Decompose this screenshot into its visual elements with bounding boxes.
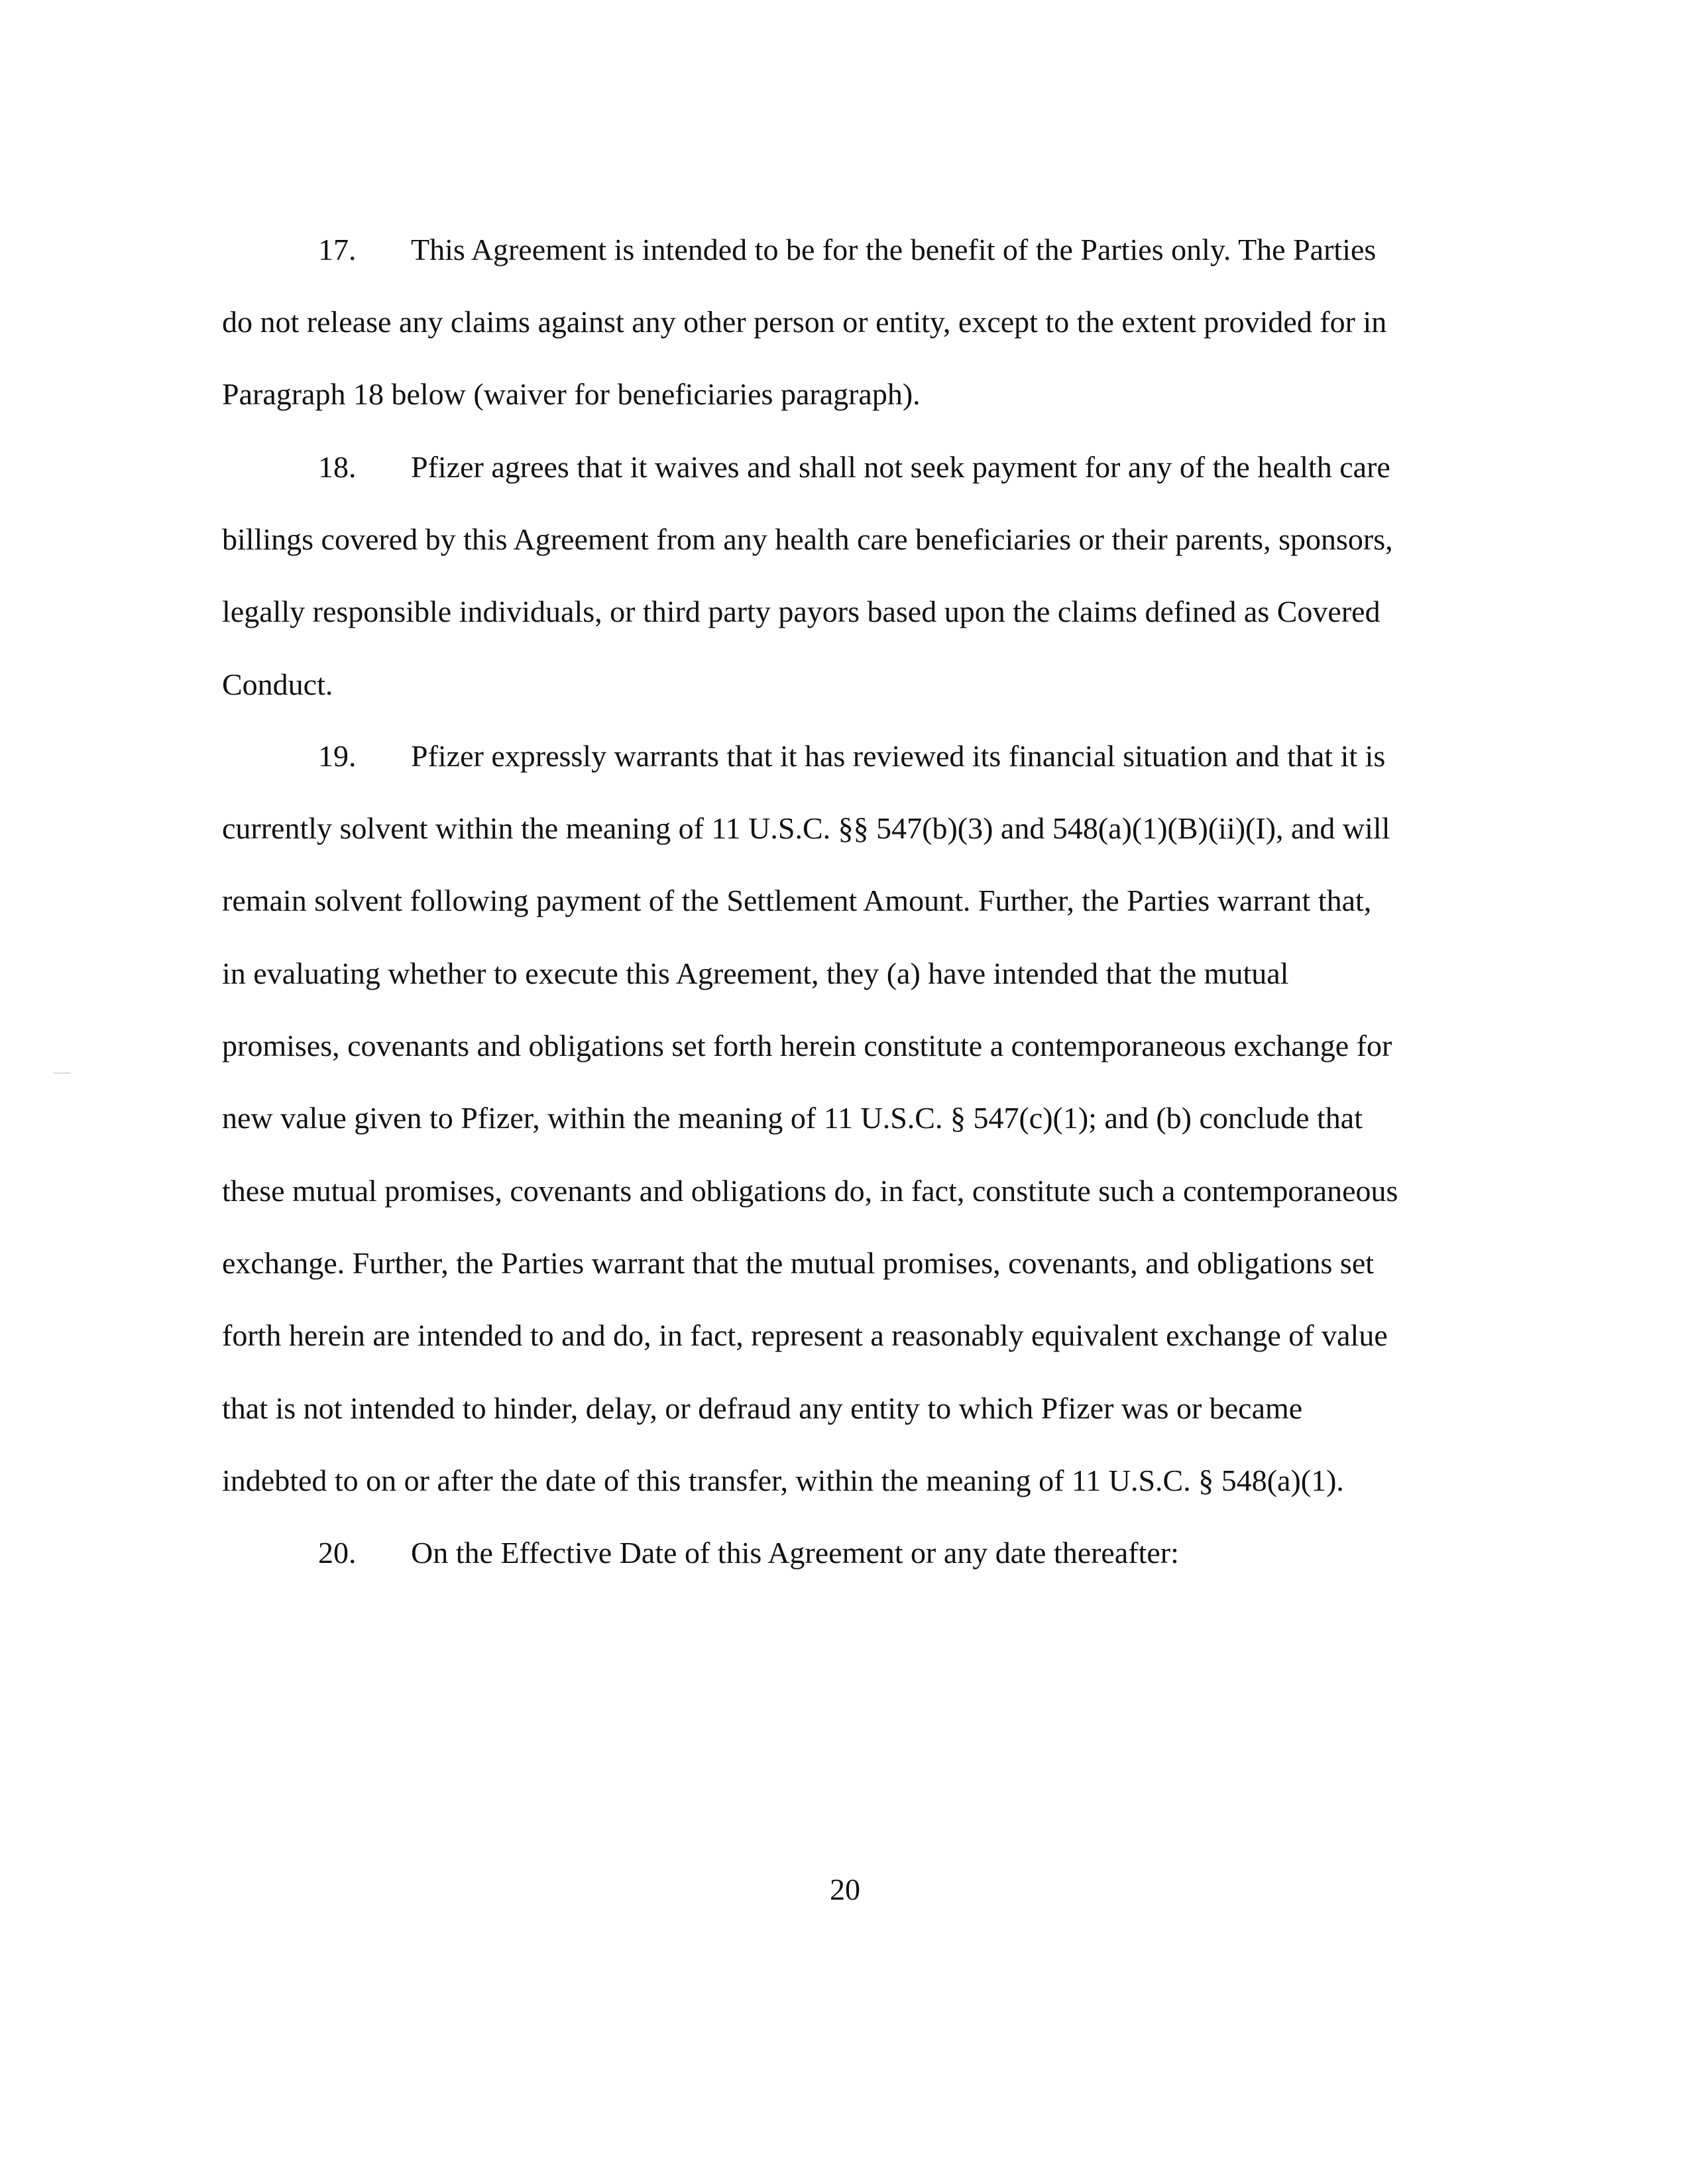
paragraph-line: these mutual promises, covenants and obligations do, in fact, constitute such a contemporaneous [222, 1174, 1398, 1208]
paragraph-first-line: Pfizer expressly warrants that it has reviewed its financial situation and that it is [411, 739, 1386, 773]
paragraph-line: currently solvent within the meaning of 11 U.S.C. §§ 547(b)(3) and 548(a)(1)(B)(ii)(I), and will [222, 811, 1390, 845]
paragraph-line: forth herein are intended to and do, in fact, represent a reasonably equivalent exchange of value [222, 1318, 1388, 1352]
paragraph-first-line: Pfizer agrees that it waives and shall not seek payment for any of the health care [411, 450, 1390, 484]
paragraph-line: Conduct. [222, 667, 333, 701]
paragraph-line: new value given to Pfizer, within the meaning of 11 U.S.C. § 547(c)(1); and (b) conclude that [222, 1101, 1363, 1135]
paragraph-line: that is not intended to hinder, delay, or defraud any entity to which Pfizer was or became [222, 1391, 1303, 1425]
paragraph-first-line: This Agreement is intended to be for the benefit of the Parties only. The Parties [411, 233, 1377, 266]
paragraph-line: promises, covenants and obligations set forth herein constitute a contemporaneous exchange for [222, 1029, 1392, 1063]
paragraph-number: 20. [318, 1536, 357, 1570]
paragraph-number: 19. [318, 739, 357, 773]
paragraph-line: exchange. Further, the Parties warrant that the mutual promises, covenants, and obligations set [222, 1246, 1375, 1280]
paragraph-first-line: On the Effective Date of this Agreement or any date thereafter: [411, 1536, 1179, 1570]
paragraph-line: Paragraph 18 below (waiver for beneficiaries paragraph). [222, 377, 921, 411]
paragraph-number: 18. [318, 450, 357, 484]
paragraph-line: in evaluating whether to execute this Agreement, they (a) have intended that the mutual [222, 956, 1289, 990]
page-number: 20 [830, 1872, 860, 1906]
paragraph-line: indebted to on or after the date of this transfer, within the meaning of 11 U.S.C. § 548(a)(1). [222, 1464, 1344, 1497]
paragraph-line: legally responsible individuals, or third party payors based upon the claims defined as Covered [222, 595, 1380, 628]
paragraph-number: 17. [318, 233, 357, 266]
paragraph-line: remain solvent following payment of the Settlement Amount. Further, the Parties warrant that, [222, 884, 1372, 917]
paragraph-line: do not release any claims against any other person or entity, except to the extent provided for in [222, 305, 1387, 339]
margin-mark [53, 1072, 70, 1074]
paragraph-line: billings covered by this Agreement from any health care beneficiaries or their parents, sponsors, [222, 522, 1393, 556]
